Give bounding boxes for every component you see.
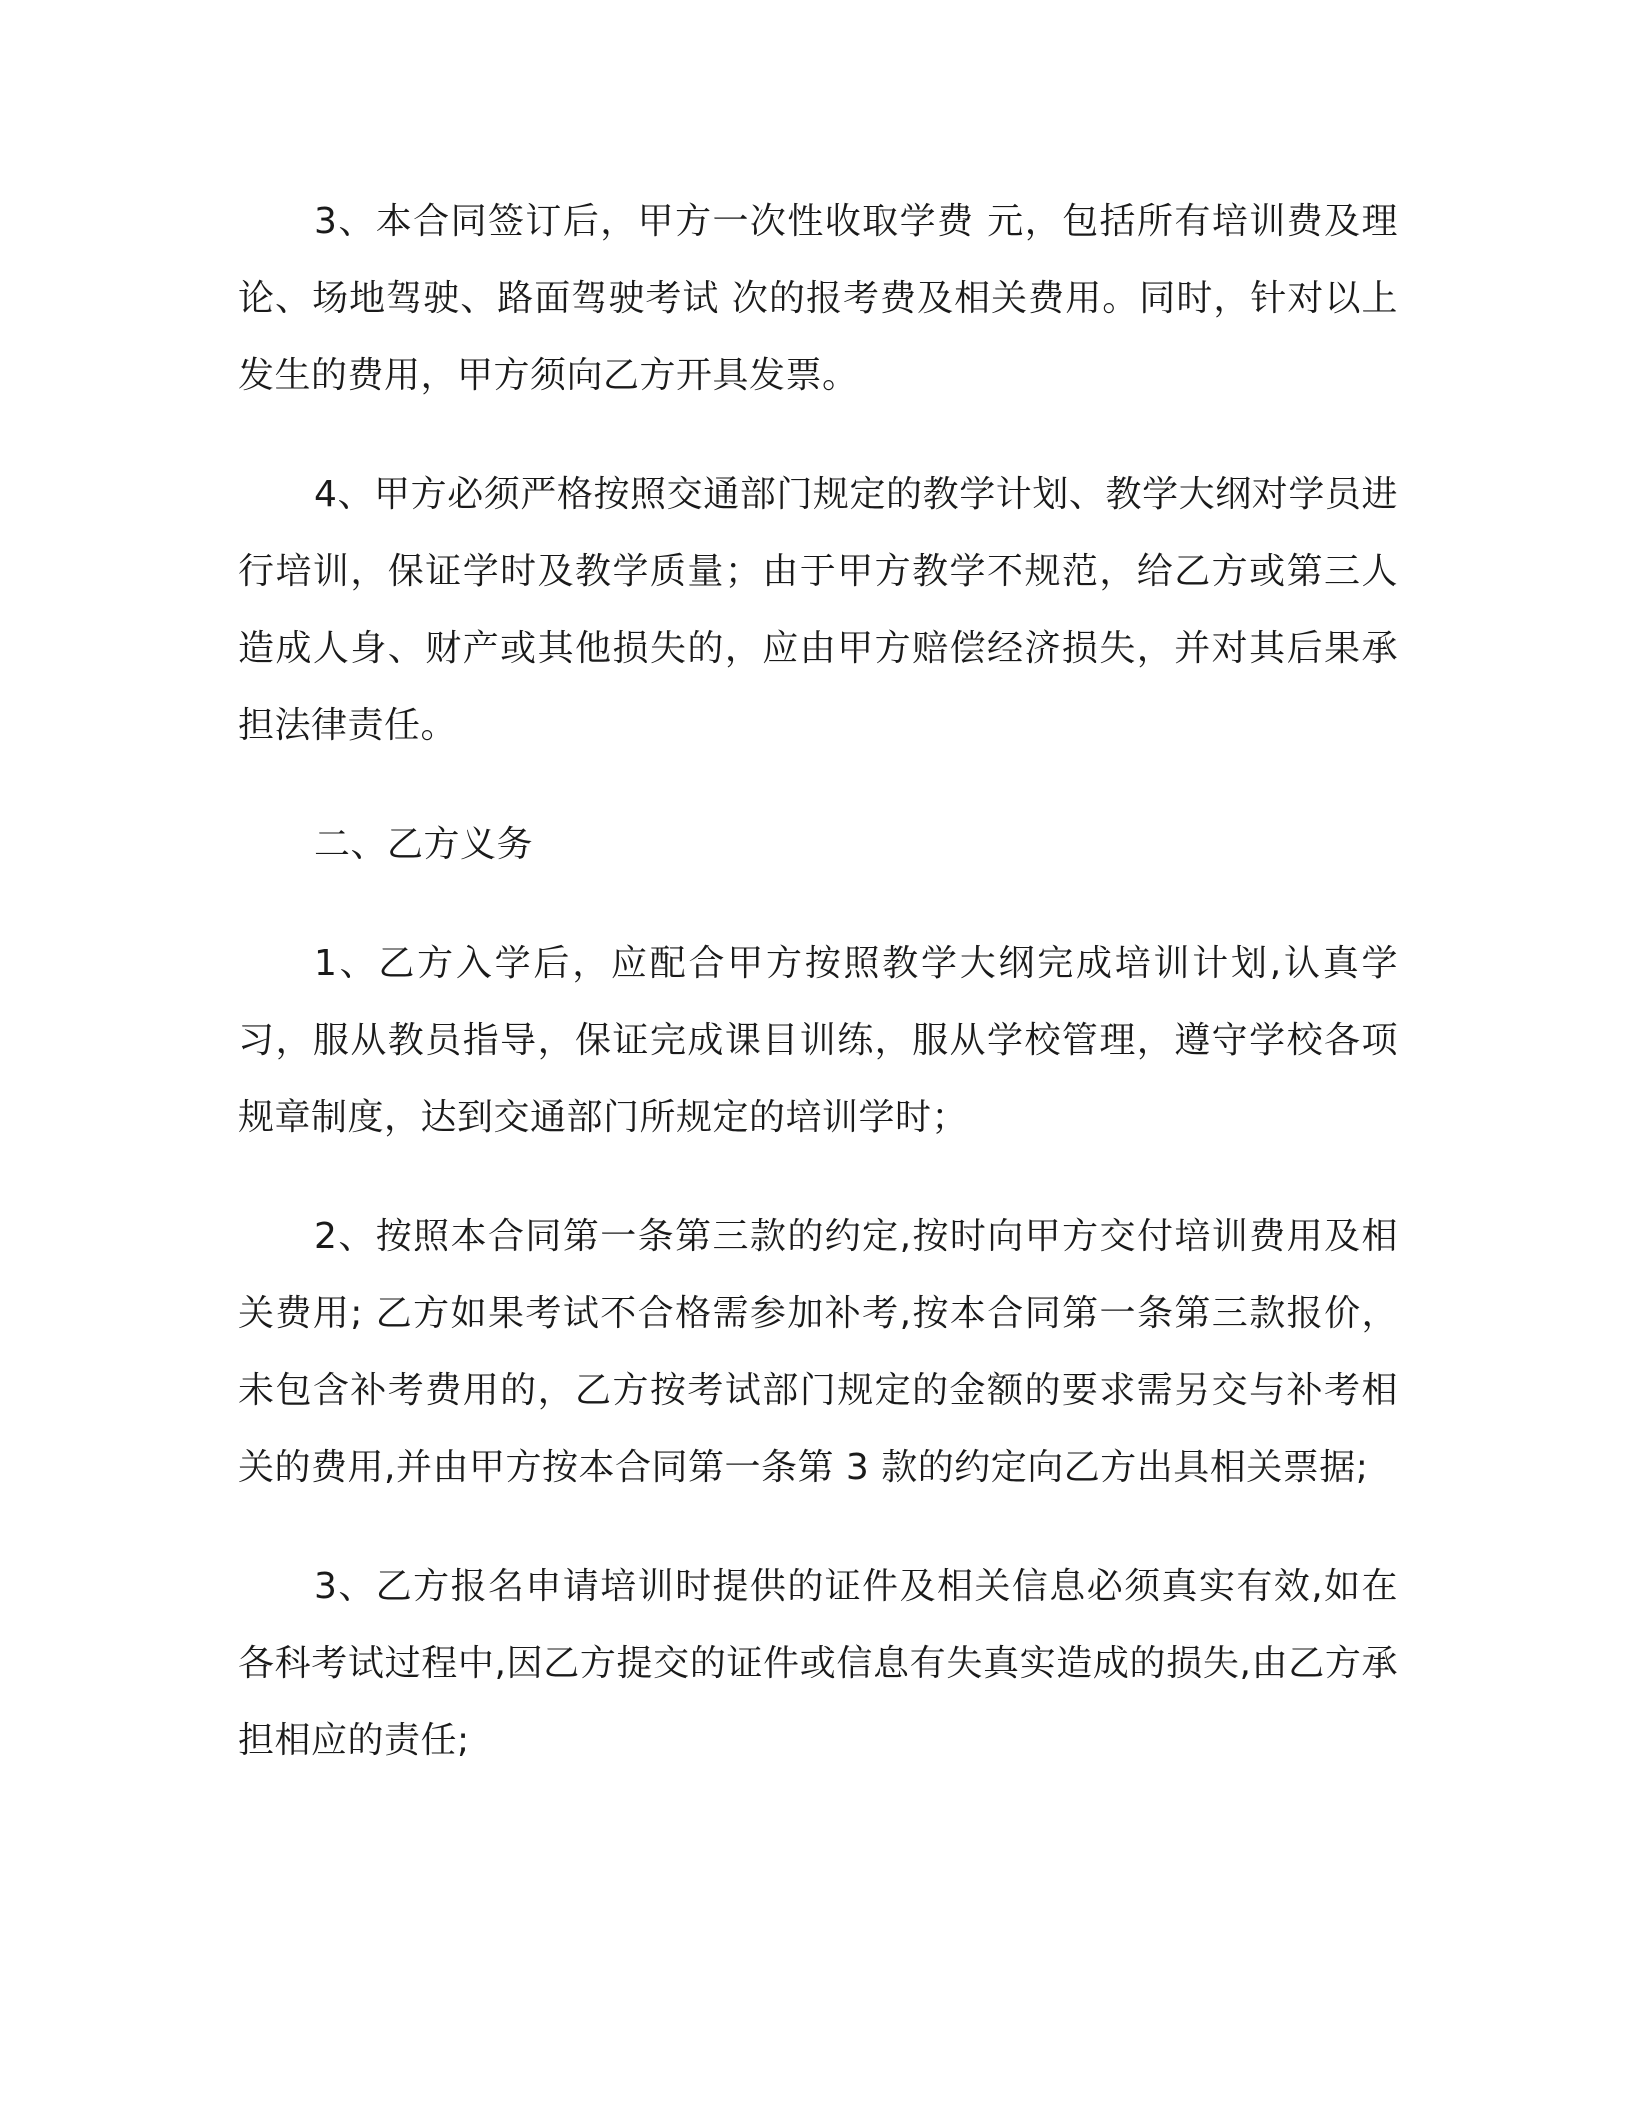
section-heading-party-b-obligations: 二、乙方义务 [314,824,534,865]
clause-b2-payment: 2、按照本合同第一条第三款的约定,按时向甲方交付培训费用及相关费用; 乙方如果考试不合格需参加补考,按本合同第一条第三款报价，未包含补考费用的，乙方按考试部门规定的金额的要求需另交与补考相关的费用,并由甲方按本合同第一条第 3 款的约定向乙方出具相关票据; [238,1216,1398,1488]
clause-a3-fees: 3、本合同签订后，甲方一次性收取学费 元，包括所有培训费及理论、场地驾驶、路面驾驶考试 次的报考费及相关费用。同时，针对以上发生的费用，甲方须向乙方开具发票。 [238,201,1398,396]
clause-b1-enrollment: 1、乙方入学后，应配合甲方按照教学大纲完成培训计划,认真学习，服从教员指导，保证完成课目训练，服从学校管理，遵守学校各项规章制度，达到交通部门所规定的培训学时； [238,943,1398,1138]
clause-b3-documents: 3、乙方报名申请培训时提供的证件及相关信息必须真实有效,如在各科考试过程中,因乙方提交的证件或信息有失真实造成的损失,由乙方承担相应的责任; [238,1566,1398,1761]
clause-a4-training-quality: 4、甲方必须严格按照交通部门规定的教学计划、教学大纲对学员进行培训，保证学时及教学质量；由于甲方教学不规范，给乙方或第三人造成人身、财产或其他损失的，应由甲方赔偿经济损失，并对其后果承担法律责任。 [238,474,1398,746]
document-body [238,183,1398,1821]
